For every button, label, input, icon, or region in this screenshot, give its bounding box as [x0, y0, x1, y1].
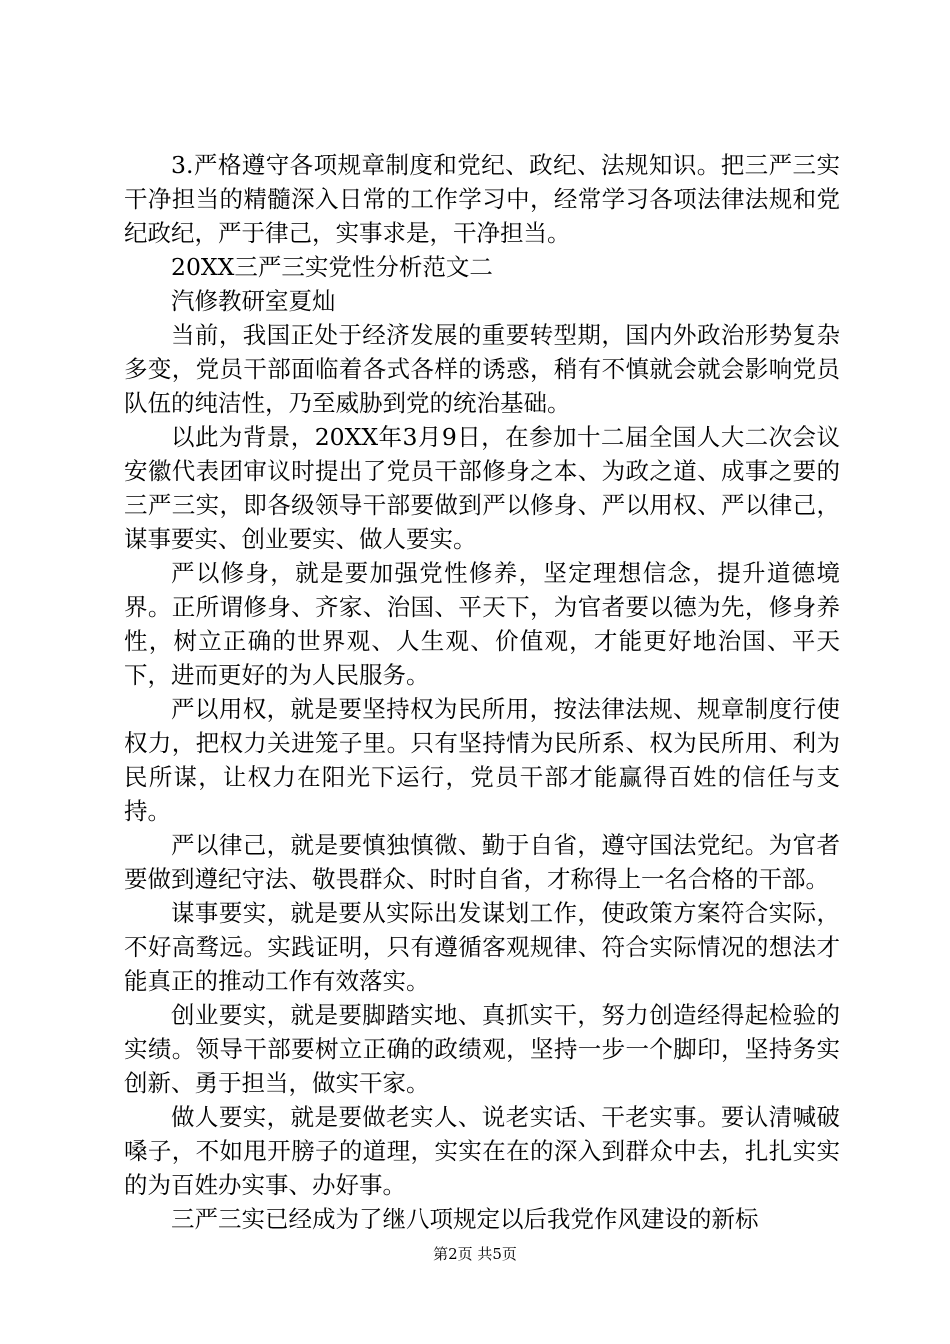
author-line: 汽修教研室夏灿 — [171, 287, 336, 315]
paragraph-planning: 谋事要实，就是要从实际出发谋划工作，使政策方案符合实际，不好高骛远。实践证明，只有遵循客观规律、符合实际情况的想法才能真正的推动工作有效落实。 — [124, 899, 840, 995]
paragraph-use-of-power: 严以用权，就是要坚持权为民所用，按法律法规、规章制度行使权力，把权力关进笼子里。只有坚持情为民所系、权为民所用、利为民所谋，让权力在阳光下运行，党员干部才能赢得百姓的信任与支持。 — [124, 695, 840, 825]
paragraph-conclusion: 三严三实已经成为了继八项规定以后我党作风建设的新标 — [171, 1205, 759, 1233]
paragraph-entrepreneurship: 创业要实，就是要脚踏实地、真抓实干，努力创造经得起检验的实绩。领导干部要树立正确的政绩观，坚持一步一个脚印，坚持务实创新、勇于担当，做实干家。 — [124, 1001, 840, 1097]
paragraph-conduct: 做人要实，就是要做老实人、说老实话、干老实事。要认清喊破嗓子，不如甩开膀子的道理，实实在在的深入到群众中去，扎扎实实的为百姓办实事、办好事。 — [124, 1103, 840, 1199]
document-body — [124, 148, 840, 1236]
section-title: 20XX三严三实党性分析范文二 — [171, 253, 493, 281]
paragraph-self-cultivation: 严以修身，就是要加强党性修养，坚定理想信念，提升道德境界。正所谓修身、齐家、治国、平天下，为官者要以德为先，修身养性，树立正确的世界观、人生观、价值观，才能更好地治国、平天下，进而更好的为人民服务。 — [124, 559, 840, 689]
paragraph-origin: 以此为背景，20XX年3月9日，在参加十二届全国人大二次会议安徽代表团审议时提出了党员干部修身之本、为政之道、成事之要的三严三实，即各级领导干部要做到严以修身、严以用权、严以律己，谋事要实、创业要实、做人要实。 — [124, 423, 840, 553]
paragraph-self-discipline: 严以律己，就是要慎独慎微、勤于自省，遵守国法党纪。为官者要做到遵纪守法、敬畏群众、时时自省，才称得上一名合格的干部。 — [124, 831, 840, 893]
page-number-footer: 第2页 共5页 — [433, 1245, 517, 1263]
paragraph-regulations: 3.严格遵守各项规章制度和党纪、政纪、法规知识。把三严三实干净担当的精髓深入日常的工作学习中，经常学习各项法律法规和党纪政纪，严于律己，实事求是，干净担当。 — [124, 151, 840, 247]
paragraph-background: 当前，我国正处于经济发展的重要转型期，国内外政治形势复杂多变，党员干部面临着各式各样的诱惑，稍有不慎就会就会影响党员队伍的纯洁性，乃至威胁到党的统治基础。 — [124, 321, 840, 417]
